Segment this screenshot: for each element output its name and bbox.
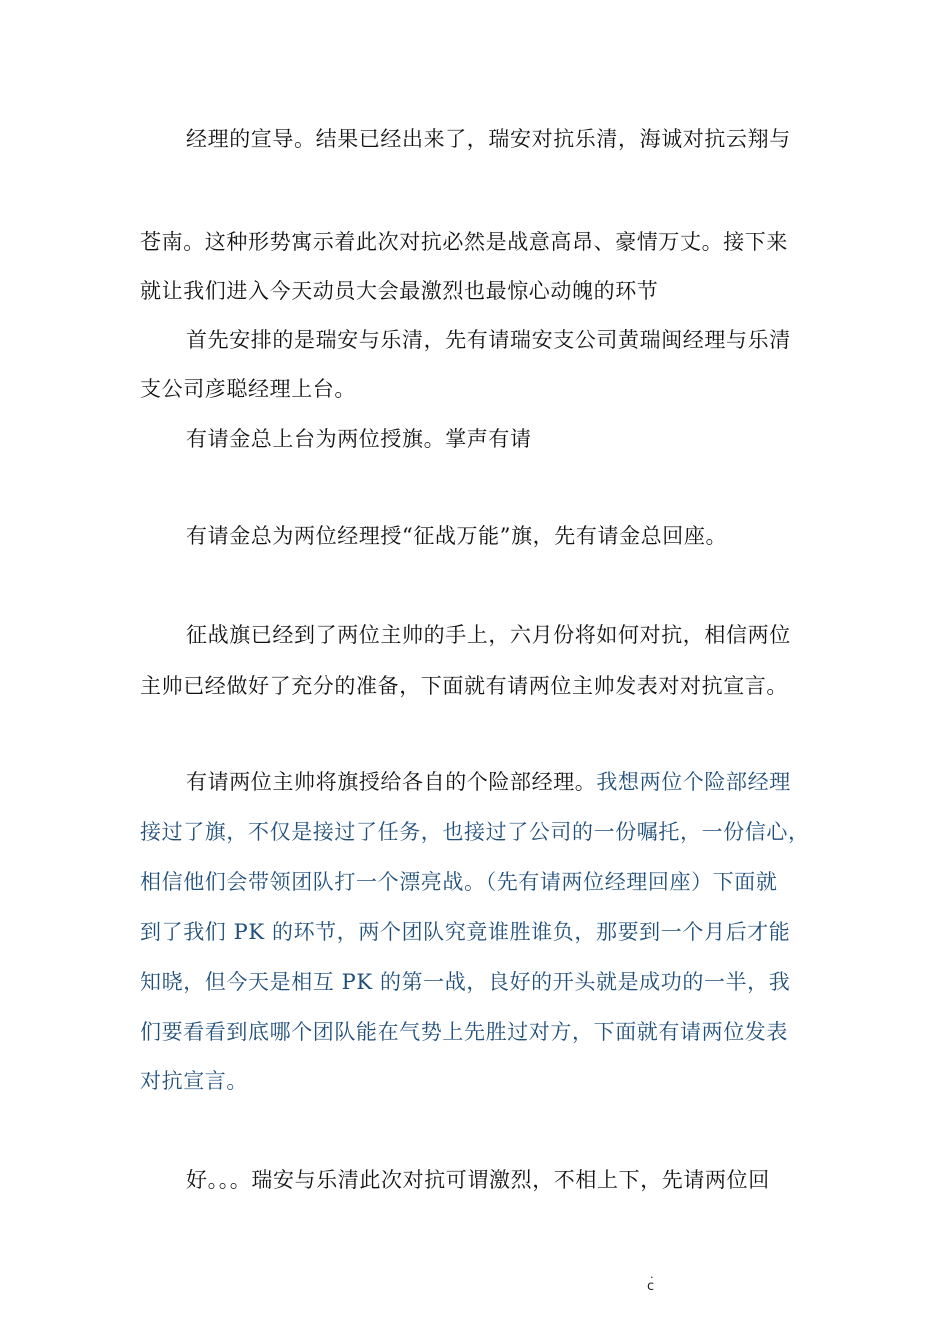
paragraph-line: 到了我们 PK 的环节，两个团队究竟谁胜谁负，那要到一个月后才能 bbox=[140, 920, 791, 944]
paragraph-line: 经理的宣导。结果已经出来了，瑞安对抗乐清，海诚对抗云翔与 bbox=[186, 127, 791, 151]
highlighted-text: 我想两位个险部经理 bbox=[596, 770, 791, 794]
paragraph-line: 征战旗已经到了两位主帅的手上，六月份将如何对抗，相信两位 bbox=[186, 623, 791, 647]
paragraph-line: 苍南。这种形势寓示着此次对抗必然是战意高昂、豪情万丈。接下来 bbox=[140, 230, 788, 254]
paragraph-line bbox=[186, 767, 791, 797]
paragraph-line: 就让我们进入今天动员大会最激烈也最惊心动魄的环节 bbox=[140, 279, 659, 303]
paragraph-line: 好。。。瑞安与乐清此次对抗可谓激烈，不相上下，先请两位回 bbox=[186, 1168, 770, 1192]
paragraph-line: 支公司彦聪经理上台。 bbox=[140, 377, 356, 401]
footer-dot: . bbox=[650, 1268, 654, 1281]
paragraph-line: 首先安排的是瑞安与乐清，先有请瑞安支公司黄瑞闽经理与乐清 bbox=[186, 328, 791, 352]
paragraph-line: 相信他们会带领团队打一个漂亮战。（先有请两位经理回座）下面就 bbox=[140, 870, 778, 894]
paragraph-line: 有请金总为两位经理授“征战万能”旗，先有请金总回座。 bbox=[186, 524, 728, 548]
footer-mark: c bbox=[647, 1279, 655, 1294]
paragraph-line: 有请金总上台为两位授旗。掌声有请 bbox=[186, 427, 532, 451]
paragraph-line: 主帅已经做好了充分的准备，下面就有请两位主帅发表对对抗宣言。 bbox=[140, 674, 788, 698]
paragraph-line: 知晓，但今天是相互 PK 的第一战，良好的开头就是成功的一半，我 bbox=[140, 970, 791, 994]
paragraph-line: 接过了旗，不仅是接过了任务，也接过了公司的一份嘱托，一份信心， bbox=[140, 820, 810, 844]
paragraph-line: 们要看看到底哪个团队能在气势上先胜过对方，下面就有请两位发表 bbox=[140, 1020, 788, 1044]
paragraph-line: 对抗宣言。 bbox=[140, 1069, 248, 1093]
paragraph-text: 有请两位主帅将旗授给各自的个险部经理。 bbox=[186, 770, 597, 794]
